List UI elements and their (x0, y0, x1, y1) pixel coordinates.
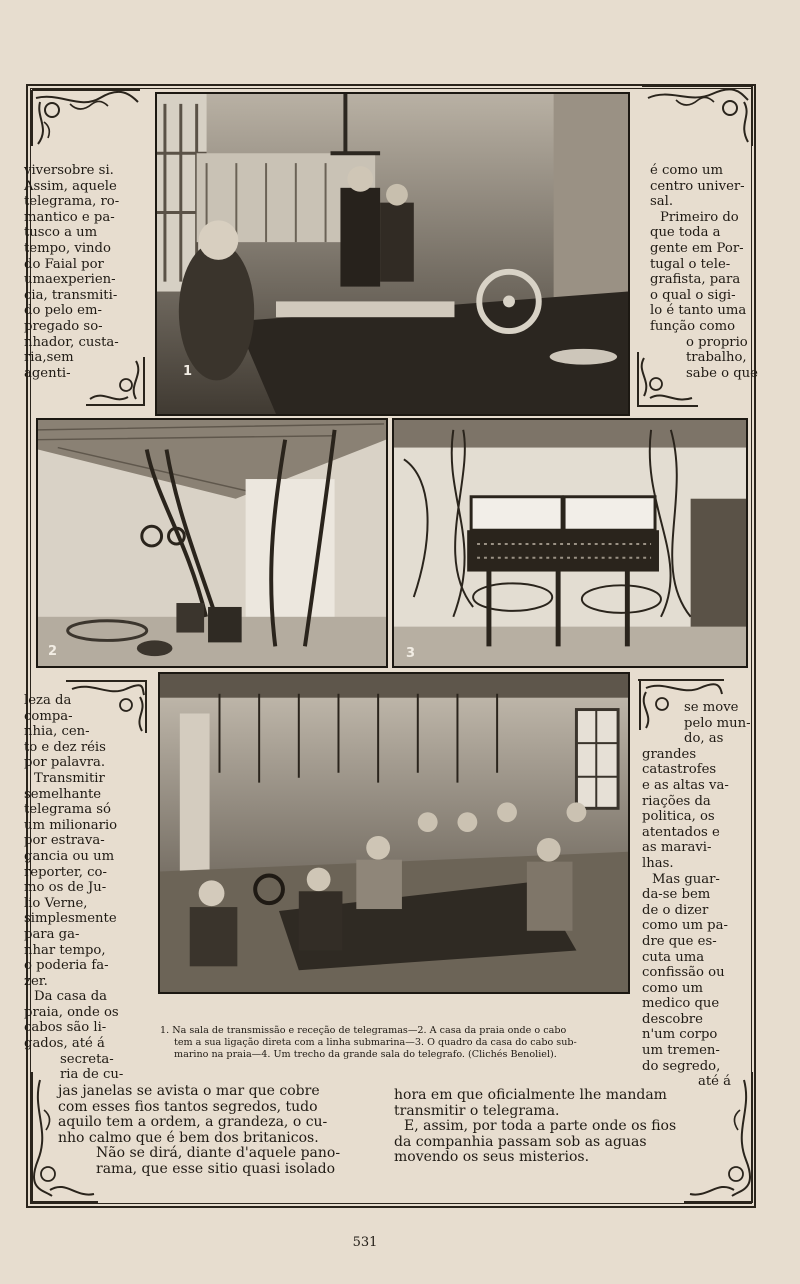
text-line: o qual o sigi- (650, 287, 736, 303)
text-line: gente em Por- (650, 240, 744, 256)
text-line: tempo, vindo (24, 240, 111, 256)
text-line: tusco a um (24, 225, 98, 241)
text-line: é como um (650, 163, 723, 178)
text-col-right-top (650, 163, 760, 381)
text-line: transmitir o telegrama. (394, 1102, 560, 1119)
text-line: zer. (24, 973, 48, 989)
text-line: ria de cu- (60, 1067, 124, 1083)
text-line: reporter, co- (24, 864, 107, 880)
text-line: lhas. (642, 855, 674, 871)
text-line: telegrama só (24, 802, 112, 818)
caption-line: 1. Na sala de transmissão e receção de telegramas—2. A casa da praia onde o cabo (160, 1025, 567, 1036)
text-line: hora em que oficialmente lhe mandam (394, 1087, 667, 1103)
text-line: simplesmente (24, 911, 117, 927)
text-line: jas janelas se avista o mar que cobre (58, 1083, 320, 1099)
text-line: cuta uma (642, 949, 705, 965)
text-line: umaexperien- (24, 272, 116, 288)
text-line: até á (698, 1074, 732, 1090)
text-line: n'um corpo (642, 1027, 718, 1043)
text-line: um tremen- (642, 1043, 720, 1059)
photo-beach-house (36, 418, 388, 668)
text-line: com esses fios tantos segredos, tudo (58, 1098, 318, 1115)
text-col-right-mid (642, 700, 760, 1090)
text-line: e as altas va- (642, 777, 729, 793)
text-line: do pelo em- (24, 303, 102, 319)
text-col-bottom-left (58, 1084, 372, 1178)
text-line: praia, onde os (24, 1004, 119, 1020)
text-line: nho calmo que é bem dos britanicos. (58, 1129, 319, 1146)
text-line: centro univer- (650, 178, 745, 194)
text-col-bottom-right (394, 1088, 714, 1166)
text-line: um milionario (24, 817, 118, 833)
photo-number: 2 (48, 644, 58, 659)
text-line: Assim, aquele (24, 178, 117, 194)
text-line: como um (642, 980, 703, 996)
text-line: to e dez réis (24, 739, 106, 755)
text-line: lio Verne, (24, 895, 88, 911)
text-line: dre que es- (642, 933, 717, 949)
text-col-left-top (24, 163, 144, 381)
text-line: riações da (642, 793, 711, 809)
text-line: do Faial por (24, 256, 104, 272)
text-line: o proprio (686, 334, 748, 350)
photo-number: 1 (183, 364, 193, 379)
text-line: lo é tanto uma (650, 303, 747, 319)
page-number: 531 (352, 1235, 378, 1250)
text-line: as maravi- (642, 840, 712, 856)
text-line: mo os de Ju- (24, 880, 107, 896)
photo-transmission-room (155, 92, 630, 416)
text-line: confissão ou (642, 965, 725, 981)
text-line: se move (684, 700, 739, 715)
text-line: ria,sem (24, 350, 74, 366)
text-line: rama, que esse sitio quasi isolado (96, 1160, 336, 1177)
photo-number: 3 (406, 646, 416, 661)
caption-line: tem a sua ligação direta com a linha submarina—3. O quadro da casa do cabo sub- (174, 1037, 577, 1048)
text-line: trabalho, (686, 350, 747, 366)
text-line: grandes (642, 746, 697, 762)
text-line: politica, os (642, 809, 715, 825)
ornament-top-left (30, 88, 142, 148)
text-line: função como (650, 318, 736, 334)
text-line: grafista, para (650, 272, 741, 288)
text-line: aquilo tem a ordem, a grandeza, o cu- (58, 1114, 328, 1131)
text-line: compa- (24, 708, 73, 724)
text-line: o poderia fa- (24, 958, 109, 974)
text-line: da companhia passam sob as aguas (394, 1133, 647, 1150)
caption-line: marino na praia—4. Um trecho da grande sala do telegrafo. (Clichés Benoliel). (174, 1049, 557, 1060)
text-line: medico que (642, 996, 720, 1012)
text-line: viversobre si. (24, 163, 114, 178)
text-line: sabe o que (686, 365, 758, 381)
text-line: por estrava- (24, 833, 105, 849)
text-line: Transmitir (34, 770, 105, 786)
text-line: Primeiro do (660, 209, 739, 225)
text-line: descobre (642, 1011, 703, 1027)
text-col-left-mid (24, 693, 148, 1083)
text-line: gancia ou um (24, 848, 115, 864)
photo-caption (160, 1025, 628, 1061)
text-line: pregado so- (24, 318, 103, 334)
text-line: E, assim, por toda a parte onde os fios (404, 1118, 677, 1135)
photo-telegraph-hall (158, 672, 630, 994)
text-line: cia, transmiti- (24, 287, 118, 303)
text-line: gados, até á (24, 1036, 105, 1052)
text-line: mantico e pa- (24, 209, 115, 225)
text-line: nhador, custa- (24, 334, 119, 350)
text-line: secreta- (60, 1051, 114, 1067)
text-line: atentados e (642, 824, 720, 840)
text-line: nhia, cen- (24, 724, 90, 740)
text-line: tugal o tele- (650, 256, 731, 272)
text-line: sal. (650, 194, 674, 210)
text-line: pelo mun- (684, 715, 751, 731)
text-line: leza da (24, 693, 72, 708)
text-line: cabos são li- (24, 1020, 107, 1036)
text-line: do segredo, (642, 1058, 721, 1074)
text-line: catastrofes (642, 762, 717, 778)
text-line: para ga- (24, 926, 80, 942)
text-line: Mas guar- (652, 871, 720, 887)
text-line: que toda a (650, 225, 721, 241)
text-line: Da casa da (34, 989, 108, 1005)
ornament-top-right (640, 84, 754, 148)
text-line: de o dizer (642, 902, 709, 918)
text-line: telegrama, ro- (24, 194, 120, 210)
text-line: Não se dirá, diante d'aquele pano- (96, 1145, 341, 1162)
text-line: nhar tempo, (24, 942, 106, 958)
text-line: movendo os seus misterios. (394, 1149, 590, 1166)
text-line: por palavra. (24, 755, 106, 771)
text-line: como um pa- (642, 918, 728, 934)
photo-cable-switchboard (392, 418, 748, 668)
text-line: da-se bem (642, 887, 711, 903)
text-line: semelhante (24, 786, 102, 802)
text-line: agenti- (24, 365, 71, 381)
text-line: do, as (684, 731, 724, 747)
